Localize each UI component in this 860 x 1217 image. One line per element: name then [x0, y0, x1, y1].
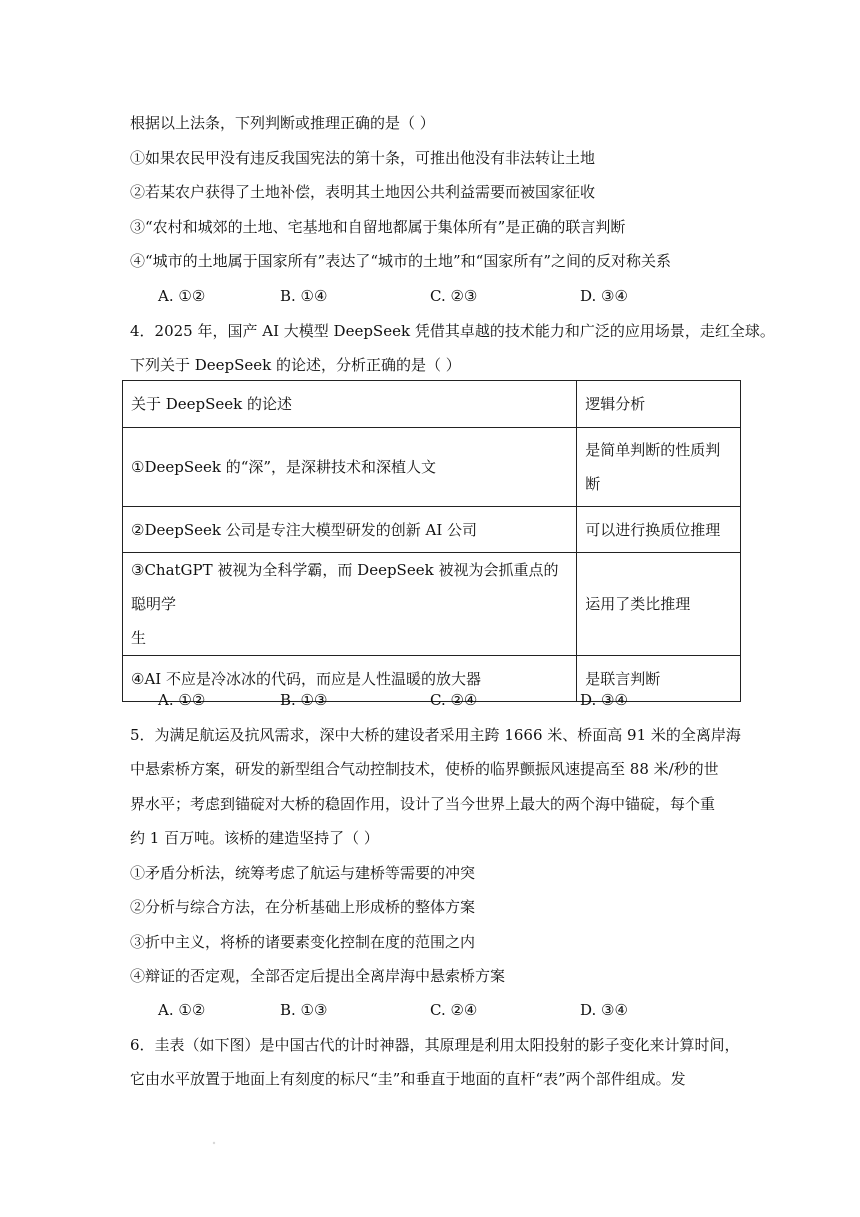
- table-cell-analysis: 可以进行换质位推理: [577, 507, 741, 553]
- table-row: [123, 553, 741, 656]
- q5-stem-line-2: 中悬索桥方案，研发的新型组合气动控制技术，使桥的临界颤振风速提高至 88 米/秒的世: [130, 760, 719, 778]
- table-cell-statement: ②DeepSeek 公司是专注大模型研发的创新 AI 公司: [123, 507, 577, 553]
- q6-stem-line-1: 6．圭表（如下图）是中国古代的计时神器，其原理是利用太阳投射的影子变化来计算时间，: [130, 1036, 740, 1054]
- q5-stem-line-4: 约 1 百万吨。该桥的建造坚持了（ ）: [130, 829, 379, 847]
- table-cell-analysis-line-2: 断: [585, 475, 601, 493]
- q3-item-3: ③“农村和城郊的土地、宅基地和自留地都属于集体所有”是正确的联言判断: [130, 218, 626, 236]
- q3-stem: 根据以上法条，下列判断或推理正确的是（ ）: [130, 114, 435, 132]
- q3-option-c: C. ②③: [430, 287, 478, 305]
- table-cell-analysis-line-1: 是简单判断的性质判: [585, 441, 721, 459]
- table-cell-statement: ④AI 不应是冷冰冰的代码，而应是人性温暖的放大器: [123, 656, 577, 702]
- table-header-analysis: 逻辑分析: [577, 381, 741, 428]
- q3-item-1: ①如果农民甲没有违反我国宪法的第十条，可推出他没有非法转让土地: [130, 149, 596, 167]
- table-header-row: [123, 381, 741, 428]
- q5-option-a: A. ①②: [158, 1001, 206, 1019]
- q5-item-4: ④辩证的否定观，全部否定后提出全离岸海中悬索桥方案: [130, 967, 506, 985]
- q4-option-d: D. ③④: [580, 691, 628, 709]
- table-cell-statement: ①DeepSeek 的“深”，是深耕技术和深植人文: [123, 428, 577, 507]
- q5-stem-line-3: 界水平；考虑到锚碇对大桥的稳固作用，设计了当今世界上最大的两个海中锚碇，每个重: [130, 795, 716, 813]
- q4-option-a: A. ①②: [158, 691, 206, 709]
- q4-option-c: C. ②④: [430, 691, 478, 709]
- table-cell-statement-line-2: 生: [131, 629, 147, 647]
- q4-stem-line-2: 下列关于 DeepSeek 的论述，分析正确的是（ ）: [130, 356, 461, 374]
- q5-option-d: D. ③④: [580, 1001, 628, 1019]
- q5-option-c: C. ②④: [430, 1001, 478, 1019]
- table-cell-analysis: 是联言判断: [577, 656, 741, 702]
- q5-item-2: ②分析与综合方法，在分析基础上形成桥的整体方案: [130, 898, 476, 916]
- q3-option-d: D. ③④: [580, 287, 628, 305]
- q3-option-a: A. ①②: [158, 287, 206, 305]
- q3-item-4: ④“城市的土地属于国家所有”表达了“城市的土地”和“国家所有”之间的反对称关系: [130, 252, 672, 270]
- table-cell-statement: [123, 553, 577, 656]
- q5-item-3: ③折中主义，将桥的诸要素变化控制在度的范围之内: [130, 933, 476, 951]
- q6-stem-line-2: 它由水平放置于地面上有刻度的标尺“圭”和垂直于地面的直杆“表”两个部件组成。发: [130, 1070, 686, 1088]
- table-row: [123, 428, 741, 507]
- q3-option-b: B. ①④: [280, 287, 328, 305]
- q5-stem-line-1: 5．为满足航运及抗风需求，深中大桥的建设者采用主跨 1666 米、桥面高 91 米的全离岸海: [130, 726, 741, 744]
- q3-item-2: ②若某农户获得了土地补偿，表明其土地因公共利益需要而被国家征收: [130, 183, 596, 201]
- table-header-statement: 关于 DeepSeek 的论述: [123, 381, 577, 428]
- q5-option-b: B. ①③: [280, 1001, 328, 1019]
- q4-table: [122, 380, 741, 702]
- faint-dot-mark: [212, 1141, 216, 1145]
- table-cell-analysis: [577, 428, 741, 507]
- q5-item-1: ①矛盾分析法，统筹考虑了航运与建桥等需要的冲突: [130, 864, 476, 882]
- table-row: [123, 507, 741, 553]
- q4-option-b: B. ①③: [280, 691, 328, 709]
- table-cell-statement-line-1: ③ChatGPT 被视为全科学霸，而 DeepSeek 被视为会抓重点的聪明学: [131, 561, 559, 613]
- table-cell-analysis: 运用了类比推理: [577, 553, 741, 656]
- q4-stem-line-1: 4．2025 年，国产 AI 大模型 DeepSeek 凭借其卓越的技术能力和广泛的应用场景，走红全球。: [130, 322, 775, 340]
